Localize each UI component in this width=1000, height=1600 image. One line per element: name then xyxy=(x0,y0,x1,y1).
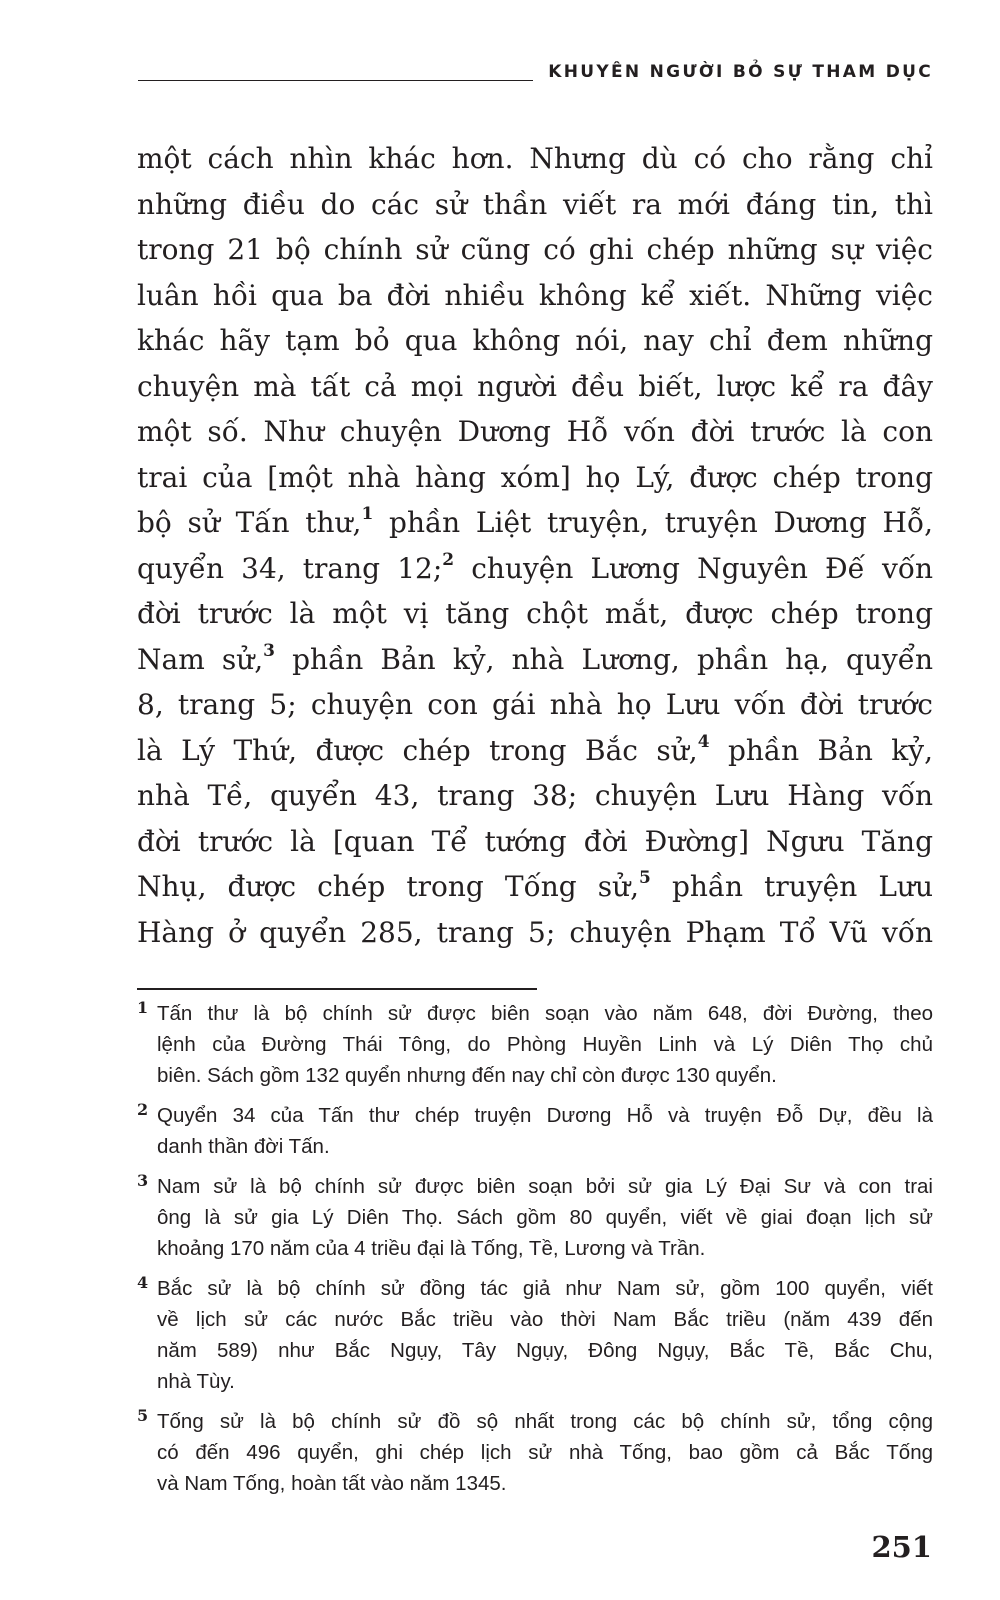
body-line xyxy=(137,864,933,910)
body-line-text: bộ sử Tấn thư, xyxy=(137,506,362,539)
running-title: KHUYÊN NGƯỜI BỎ SỰ THAM DỤC xyxy=(548,62,933,82)
footnote xyxy=(137,1100,933,1162)
body-line-text: phần Liệt truyện, truyện Dương Hỗ, xyxy=(373,506,933,539)
footnote-reference: 1 xyxy=(361,504,374,524)
body-line: đời trước là một vị tăng chột mắt, được chép trong xyxy=(137,597,933,630)
footnote xyxy=(137,998,933,1091)
body-line: nhà Tề, quyển 43, trang 38; chuyện Lưu Hàng vốn xyxy=(137,779,933,812)
body-line: 8, trang 5; chuyện con gái nhà họ Lưu vốn đời trước xyxy=(137,688,933,721)
body-line xyxy=(137,500,933,546)
footnote-reference: 5 xyxy=(639,868,651,888)
body-line-text: phần Bản kỷ, nhà Lương, phần hạ, quyển xyxy=(275,642,933,676)
body-line: trai của [một nhà hàng xóm] họ Lý, được chép trong xyxy=(137,460,933,494)
body-line: đời trước là [quan Tể tướng đời Đường] Ngưu Tăng xyxy=(137,824,933,858)
body-line-text: phần truyện Lưu xyxy=(650,870,933,903)
footnote-number: 3 xyxy=(137,1171,149,1190)
footnote-reference: 3 xyxy=(263,640,276,661)
body-line xyxy=(137,728,933,774)
body-line: một cách nhìn khác hơn. Nhưng dù có cho rằng chỉ xyxy=(137,142,933,175)
page-number: 251 xyxy=(871,1530,932,1564)
footnote-line: năm 589) như Bắc Ngụy, Tây Ngụy, Đông Ngụy, Bắc Tề, Bắc Chu, xyxy=(157,1339,933,1362)
footnote-line: biên. Sách gồm 132 quyển nhưng đến nay chỉ còn được 130 quyển. xyxy=(157,1064,777,1087)
footnote-line: khoảng 170 năm của 4 triều đại là Tống, Tề, Lương và Trần. xyxy=(157,1237,706,1260)
body-line: những điều do các sử thần viết ra mới đáng tin, thì xyxy=(137,187,933,221)
footnote-line: ông là sử gia Lý Diên Thọ. Sách gồm 80 quyển, viết về giai đoạn lịch sử xyxy=(157,1206,933,1229)
footnote-line: có đến 496 quyển, ghi chép lịch sử nhà Tống, bao gồm cả Bắc Tống xyxy=(157,1441,933,1464)
footnote-line: Tấn thư là bộ chính sử được biên soạn vào năm 648, đời Đường, theo xyxy=(157,1002,933,1025)
body-line: chuyện mà tất cả mọi người đều biết, lược kể ra đây xyxy=(137,369,933,403)
footnote-number: 1 xyxy=(137,998,149,1017)
footnote-line: nhà Tùy. xyxy=(157,1370,235,1393)
footnote-line: và Nam Tống, hoàn tất vào năm 1345. xyxy=(157,1472,507,1495)
header-rule xyxy=(138,80,533,81)
footnote-reference: 2 xyxy=(442,549,455,570)
body-line: Hàng ở quyển 285, trang 5; chuyện Phạm Tổ Vũ vốn xyxy=(137,915,933,949)
footnote xyxy=(137,1171,933,1264)
body-text xyxy=(137,136,933,955)
body-line: luân hồi qua ba đời nhiều không kể xiết. Những việc xyxy=(137,278,933,312)
footnote-line: Bắc sử là bộ chính sử đồng tác giả như Nam sử, gồm 100 quyển, viết xyxy=(157,1277,933,1300)
page-header xyxy=(138,58,933,88)
footnote-line: danh thần đời Tấn. xyxy=(157,1135,330,1158)
footnote-number: 4 xyxy=(137,1273,149,1292)
body-line xyxy=(137,546,933,592)
footnote-line: về lịch sử các nước Bắc triều vào thời Nam Bắc triều (năm 439 đến xyxy=(157,1308,933,1331)
footnote xyxy=(137,1406,933,1499)
footnote-line: lệnh của Đường Thái Tông, do Phòng Huyền Linh và Lý Diên Thọ chủ xyxy=(157,1033,933,1056)
body-line-text: Nhụ, được chép trong Tống sử, xyxy=(137,870,640,903)
footnote-number: 5 xyxy=(137,1406,149,1425)
footnote xyxy=(137,1273,933,1397)
body-line-text: chuyện Lương Nguyên Đế vốn xyxy=(454,551,933,585)
body-line: một số. Như chuyện Dương Hỗ vốn đời trước là con xyxy=(137,415,933,448)
body-line-text: Nam sử, xyxy=(137,642,264,676)
footnote-line: Quyển 34 của Tấn thư chép truyện Dương Hỗ và truyện Đỗ Dự, đều là xyxy=(157,1104,933,1127)
body-line xyxy=(137,637,933,683)
body-line: trong 21 bộ chính sử cũng có ghi chép những sự việc xyxy=(137,233,933,266)
body-line-text: phần Bản kỷ, xyxy=(709,733,933,767)
footnote-reference: 4 xyxy=(697,731,710,752)
footnote-line: Tống sử là bộ chính sử đồ sộ nhất trong các bộ chính sử, tổng cộng xyxy=(157,1410,933,1433)
footnote-number: 2 xyxy=(137,1100,149,1119)
body-line: khác hãy tạm bỏ qua không nói, nay chỉ đem những xyxy=(137,324,933,357)
footnote-line: Nam sử là bộ chính sử được biên soạn bởi sử gia Lý Đại Sư và con trai xyxy=(157,1175,933,1198)
footnotes xyxy=(137,998,933,1508)
footnote-separator xyxy=(137,988,537,990)
body-line-text: là Lý Thứ, được chép trong Bắc sử, xyxy=(137,733,698,767)
body-line-text: quyển 34, trang 12; xyxy=(137,551,443,585)
